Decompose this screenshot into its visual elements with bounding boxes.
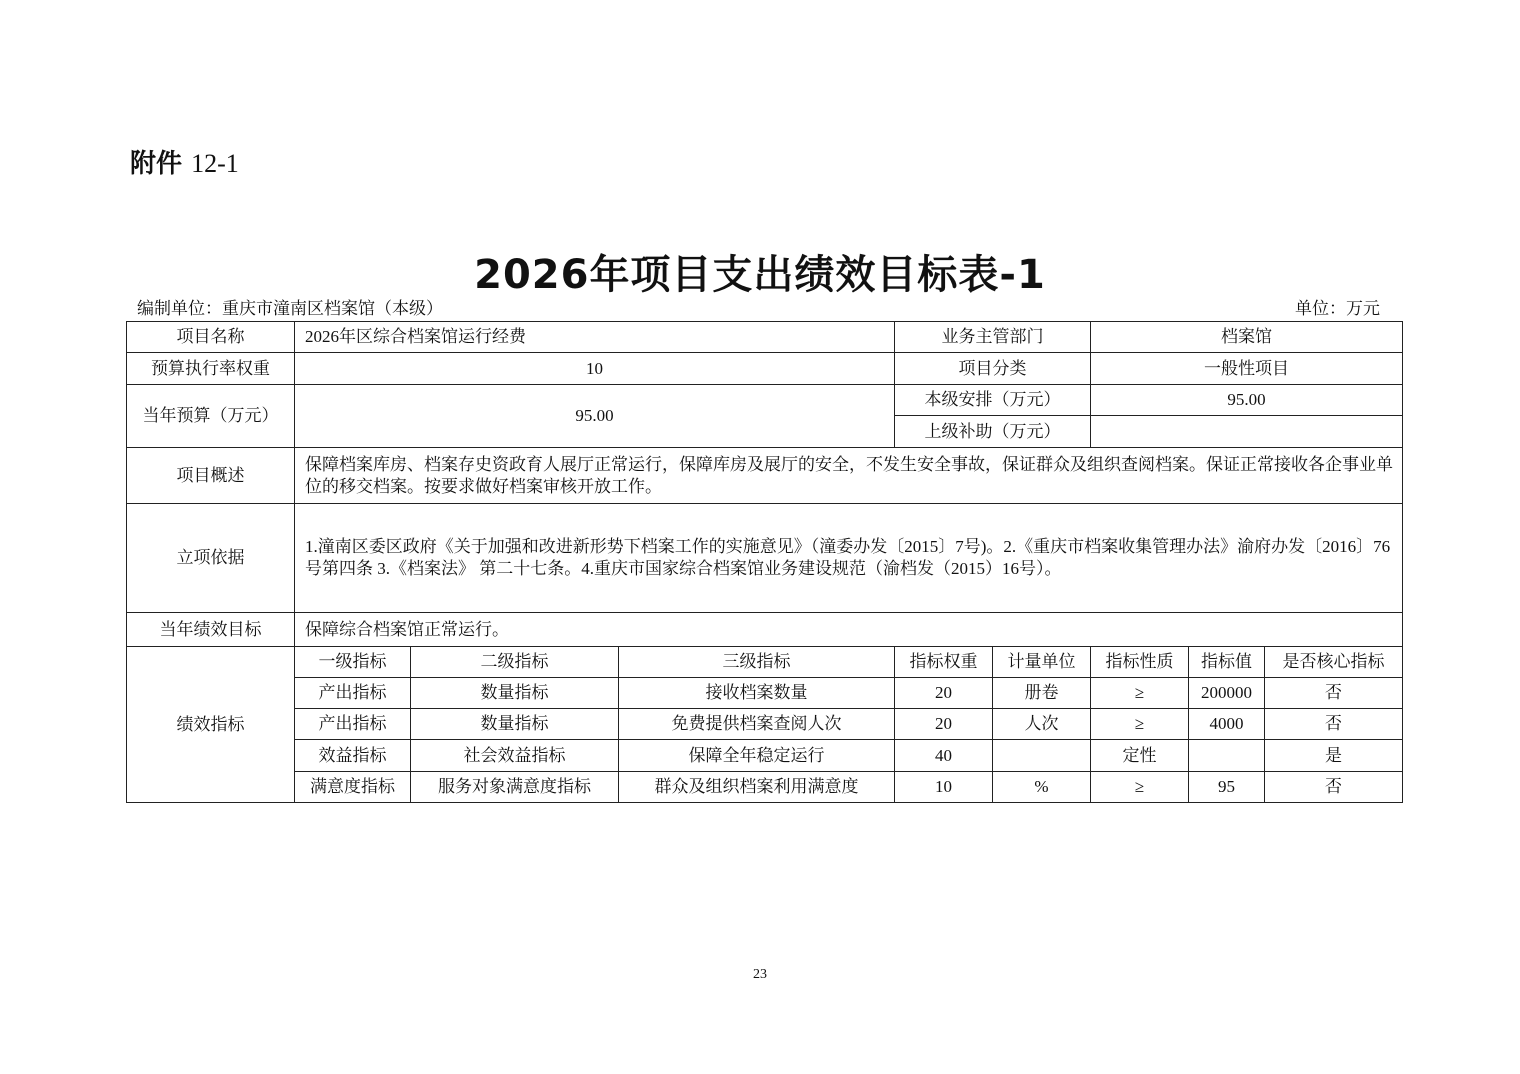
header-value: 指标值 [1189,647,1265,678]
row-project-name [127,322,1403,353]
indicator-cell: 人次 [993,709,1091,740]
basis-value: 1.潼南区委区政府《关于加强和改进新形势下档案工作的实施意见》（潼委办发〔2015〕7号)。2.《重庆市档案收集管理办法》渝府办发〔2016〕76号第四条 3.《档案法》 第二十七条。4.重庆市国家综合档案馆业务建设规范（渝档发（2015）16号）。 [295,504,1403,613]
header-core: 是否核心指标 [1265,647,1403,678]
level-value: 95.00 [1091,385,1403,416]
dept-label: 业务主管部门 [895,322,1091,353]
document-title: 2026年项目支出绩效目标表-1 [474,252,1046,298]
indicator-cell: 否 [1265,709,1403,740]
overview-label: 项目概述 [127,448,295,504]
indicator-cell: 20 [895,709,993,740]
indicator-cell: 册卷 [993,678,1091,709]
indicator-cell: 4000 [1189,709,1265,740]
category-label: 项目分类 [895,353,1091,385]
indicator-cell: 社会效益指标 [411,740,619,772]
indicator-cell: 服务对象满意度指标 [411,772,619,803]
row-weight [127,353,1403,385]
overview-value: 保障档案库房、档案存史资政育人展厅正常运行，保障库房及展厅的安全，不发生安全事故，保证群众及组织查阅档案。保证正常接收各企事业单位的移交档案。按要求做好档案审核开放工作。 [295,448,1403,504]
page-number: 23 [753,967,767,982]
indicator-cell: 免费提供档案查阅人次 [619,709,895,740]
goal-label: 当年绩效目标 [127,613,295,647]
indicator-row [127,678,1403,709]
attachment-prefix: 附件 [130,149,183,179]
indicator-cell: 满意度指标 [295,772,411,803]
superior-label: 上级补助（万元） [895,416,1091,448]
performance-target-table [126,321,1403,803]
indicator-cell: 接收档案数量 [619,678,895,709]
budget-label: 当年预算（万元） [127,385,295,448]
level-label: 本级安排（万元） [895,385,1091,416]
money-unit: 单位：万元 [1295,299,1380,318]
indicator-cell: 数量指标 [411,678,619,709]
indicator-cell: ≥ [1091,678,1189,709]
attachment-label [130,143,239,180]
indicator-header-row [127,647,1403,678]
indicator-cell: ≥ [1091,709,1189,740]
row-overview [127,448,1403,504]
indicator-cell: 产出指标 [295,709,411,740]
indicator-cell: ≥ [1091,772,1189,803]
indicator-cell: 10 [895,772,993,803]
indicator-cell: 40 [895,740,993,772]
indicator-row [127,709,1403,740]
weight-label: 预算执行率权重 [127,353,295,385]
indicator-cell: 否 [1265,772,1403,803]
indicator-cell: 定性 [1091,740,1189,772]
row-goal [127,613,1403,647]
indicators-label: 绩效指标 [127,647,295,803]
indicator-cell: 效益指标 [295,740,411,772]
indicator-cell: 群众及组织档案利用满意度 [619,772,895,803]
indicator-cell: 产出指标 [295,678,411,709]
attachment-number: 12-1 [191,149,239,178]
header-weight: 指标权重 [895,647,993,678]
header-level3: 三级指标 [619,647,895,678]
weight-value: 10 [295,353,895,385]
budget-value: 95.00 [295,385,895,448]
header-level2: 二级指标 [411,647,619,678]
basis-label: 立项依据 [127,504,295,613]
superior-value [1091,416,1403,448]
indicator-row [127,740,1403,772]
project-name-value: 2026年区综合档案馆运行经费 [295,322,895,353]
indicator-row [127,772,1403,803]
indicator-cell: % [993,772,1091,803]
row-budget [127,385,1403,416]
project-name-label: 项目名称 [127,322,295,353]
indicator-cell [993,740,1091,772]
indicator-cell: 是 [1265,740,1403,772]
indicator-cell: 否 [1265,678,1403,709]
header-level1: 一级指标 [295,647,411,678]
indicator-cell: 20 [895,678,993,709]
compiling-unit: 编制单位：重庆市潼南区档案馆（本级） [137,299,443,318]
dept-value: 档案馆 [1091,322,1403,353]
header-nature: 指标性质 [1091,647,1189,678]
category-value: 一般性项目 [1091,353,1403,385]
indicator-cell: 95 [1189,772,1265,803]
goal-value: 保障综合档案馆正常运行。 [295,613,1403,647]
indicator-cell: 保障全年稳定运行 [619,740,895,772]
indicator-cell: 200000 [1189,678,1265,709]
header-unit: 计量单位 [993,647,1091,678]
indicator-cell [1189,740,1265,772]
row-basis [127,504,1403,613]
indicator-cell: 数量指标 [411,709,619,740]
